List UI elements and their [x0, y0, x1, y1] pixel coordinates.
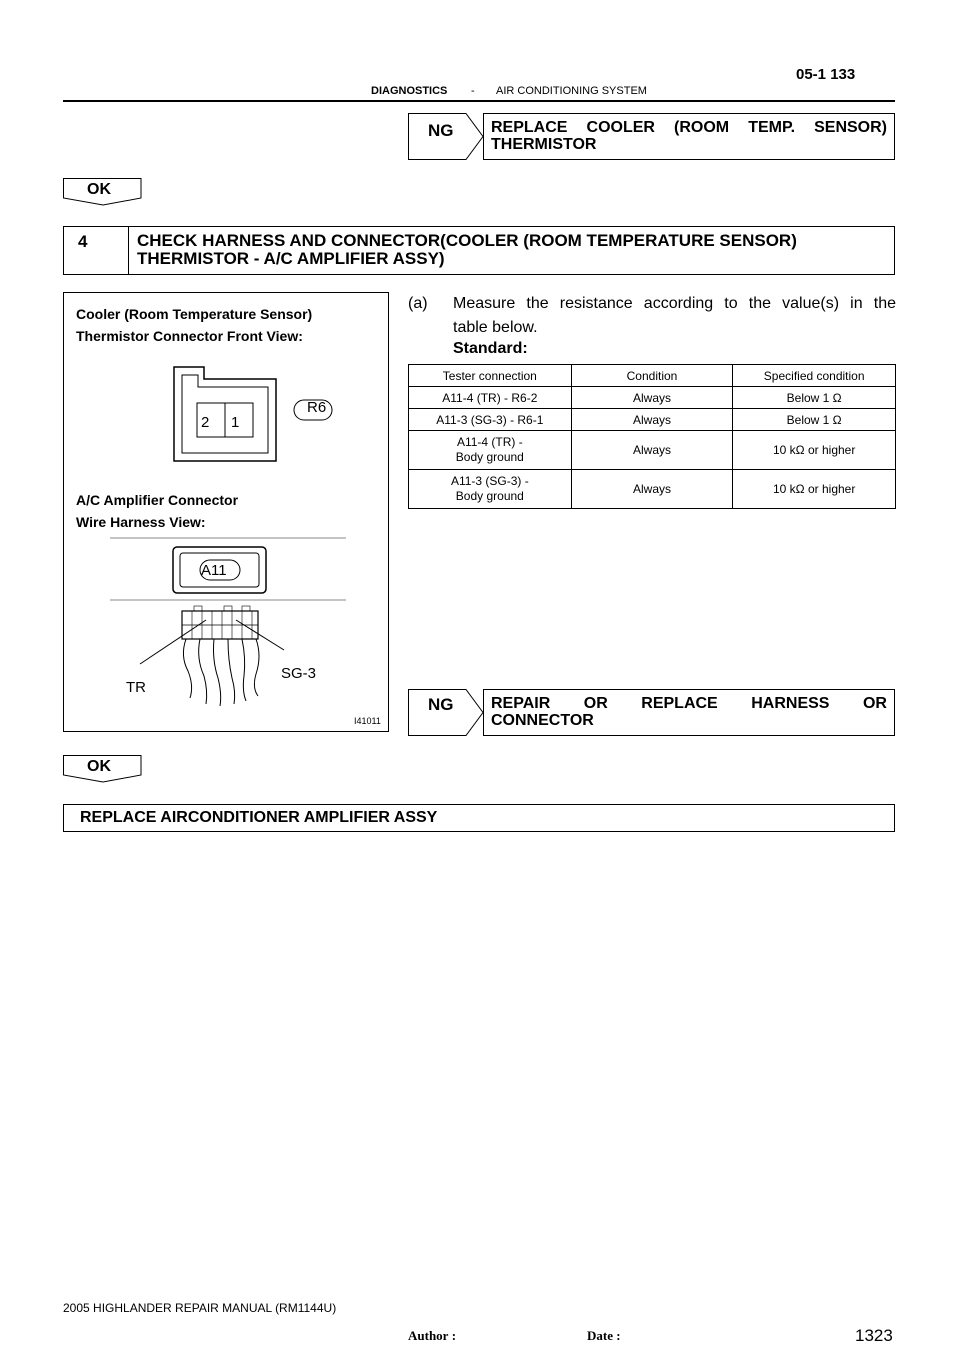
table-cell: Always	[571, 387, 733, 409]
connector-figure	[63, 292, 389, 732]
standard-label: Standard:	[453, 340, 528, 357]
step-number-cell	[64, 227, 129, 274]
section-name: DIAGNOSTICS	[371, 85, 448, 97]
ng-action-word: HARNESS	[751, 695, 830, 712]
table-header: Specified condition	[733, 365, 896, 387]
pin-1: 1	[231, 414, 240, 431]
ng-action-word: OR	[862, 695, 887, 712]
ok-tag-label: OK	[87, 181, 111, 198]
step-title: CHECK HARNESS AND CONNECTOR(COOLER (ROOM TEMPERATURE SENSOR) THERMISTOR - A/C AMPLIFIER ASSY)	[137, 231, 797, 268]
table-row	[409, 409, 896, 431]
table-cell	[409, 470, 572, 509]
table-cell: A11-3 (SG-3) - R6-1	[409, 409, 572, 431]
figure-label-line: Cooler (Room Temperature Sensor)	[76, 306, 313, 322]
spec-table	[408, 364, 896, 509]
ok-tag-label: OK	[87, 758, 111, 775]
terminal-label-sg3: SG-3	[281, 665, 317, 682]
amplifier-connector-diagram	[110, 536, 350, 716]
final-step-box	[63, 804, 895, 832]
instruction-line-2: table below.	[453, 319, 538, 336]
table-row	[409, 431, 896, 470]
figure-label-thermistor	[76, 303, 312, 347]
ng-tag	[408, 689, 482, 735]
pin-2: 2	[201, 414, 210, 431]
table-row	[409, 470, 896, 509]
connector-id-a11: A11	[201, 562, 227, 579]
footer-page-number: 1323	[855, 1326, 893, 1345]
ng-action-line-2: CONNECTOR	[491, 712, 594, 729]
table-cell-line: Body ground	[455, 450, 524, 464]
subsection-name: AIR CONDITIONING SYSTEM	[496, 85, 647, 97]
step-box	[63, 226, 895, 275]
figure-label-line: Wire Harness View:	[76, 514, 206, 530]
table-cell: Always	[571, 431, 733, 470]
table-header: Tester connection	[409, 365, 572, 387]
ng-action-word: REPAIR	[491, 695, 551, 712]
final-step-text: REPLACE AIRCONDITIONER AMPLIFIER ASSY	[80, 809, 438, 826]
ng-action-word: OR	[583, 695, 608, 712]
table-cell-line: A11-3 (SG-3) -	[450, 474, 529, 488]
ng-action-word: REPLACE	[641, 695, 718, 712]
figure-label-line: A/C Amplifier Connector	[76, 492, 239, 508]
table-cell	[409, 431, 572, 470]
footer-date-label: Date :	[587, 1328, 621, 1343]
ng-tag-label: NG	[428, 695, 454, 714]
ok-tag	[63, 178, 143, 204]
ng-tag-label: NG	[428, 121, 454, 140]
terminal-label-tr: TR	[126, 679, 146, 696]
table-cell: 10 kΩ or higher	[733, 470, 896, 509]
figure-label-line: Thermistor Connector Front View:	[76, 328, 303, 344]
table-cell-line: Body ground	[455, 489, 524, 503]
figure-label-amplifier	[76, 489, 238, 533]
table-cell: A11-4 (TR) - R6-2	[409, 387, 572, 409]
ng-tag	[408, 113, 482, 159]
table-header: Condition	[571, 365, 733, 387]
ok-tag	[63, 755, 143, 781]
table-cell: Below 1 Ω	[733, 409, 896, 431]
ng-action-box	[483, 113, 895, 160]
instruction-line-1: Measure the resistance according to the value(s) in the	[453, 295, 896, 312]
ng-action-line-1	[491, 695, 887, 712]
footer-author-label: Author :	[408, 1328, 457, 1343]
table-cell: Below 1 Ω	[733, 387, 896, 409]
header-rule	[63, 100, 895, 102]
thermistor-connector-diagram	[172, 365, 352, 470]
page-number: 05-1 133	[796, 66, 856, 83]
ng-action-text: REPLACE COOLER (ROOM TEMP. SENSOR) THERMISTOR	[491, 119, 887, 153]
footer-manual: 2005 HIGHLANDER REPAIR MANUAL (RM1144U)	[63, 1301, 337, 1315]
instruction-letter: (a)	[408, 295, 428, 312]
table-cell-line: A11-4 (TR) -	[456, 435, 523, 449]
header-separator: -	[471, 85, 475, 97]
table-row	[409, 387, 896, 409]
table-cell: Always	[571, 470, 733, 509]
table-cell: 10 kΩ or higher	[733, 431, 896, 470]
figure-id: I41011	[354, 716, 381, 726]
ng-action-box	[483, 689, 895, 736]
connector-id-r6: R6	[307, 399, 327, 416]
step-number: 4	[78, 232, 88, 251]
table-cell: Always	[571, 409, 733, 431]
